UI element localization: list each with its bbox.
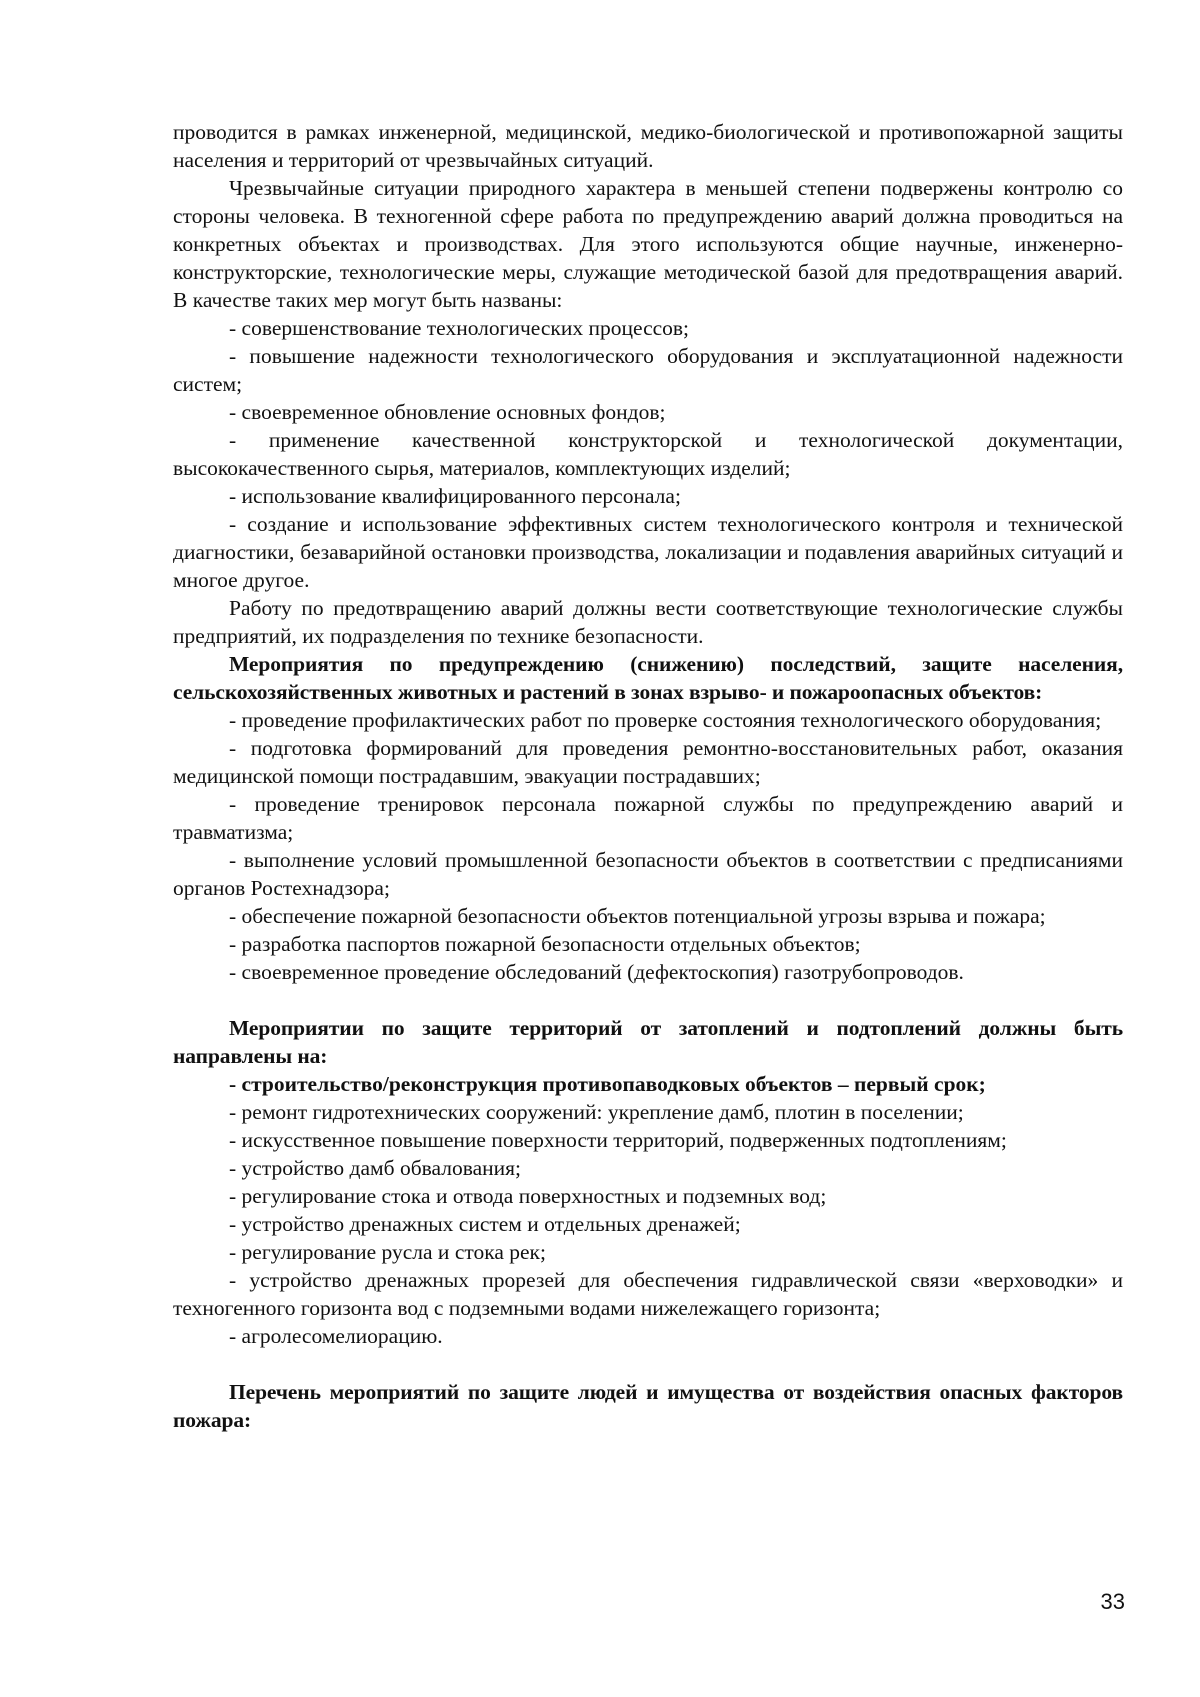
list-item: - проведение профилактических работ по проверке состояния технологического оборудования; [229,708,1102,732]
list-item: - своевременное проведение обследований (дефектоскопия) газотрубопроводов. [229,960,964,984]
list-item: - использование квалифицированного персонала; [229,484,681,508]
list-item: - разработка паспортов пожарной безопасности отдельных объектов; [229,932,861,956]
list-item: - искусственное повышение поверхности территорий, подверженных подтоплениям; [229,1128,1007,1152]
list-item: - совершенствование технологических процессов; [229,316,690,340]
list-item: - регулирование стока и отвода поверхностных и подземных вод; [229,1184,827,1208]
list-item: - ремонт гидротехнических сооружений: укрепление дамб, плотин в поселении; [229,1100,964,1124]
page-number: 33 [1100,1589,1125,1614]
list-item: - устройство дренажных систем и отдельных дренажей; [229,1212,741,1236]
page-body [173,118,1123,1434]
list-item: - подготовка формирований для проведения ремонтно-восстановительных работ, оказания медицинской помощи пострадавшим, эвакуации пострадавших; [173,736,1123,788]
list-item: - повышение надежности технологического оборудования и эксплуатационной надежности систем; [173,344,1123,396]
list-item: - обеспечение пожарной безопасности объектов потенциальной угрозы взрыва и пожара; [229,904,1046,928]
paragraph-gap [173,986,1123,1014]
list-item: - создание и использование эффективных систем технологического контроля и технической диагностики, безаварийной остановки производства, локализации и подавления аварийных ситуаций и многое другое. [173,512,1123,592]
section-heading-explosion-fire: Мероприятия по предупреждению (снижению) последствий, защите населения, сельскохозяйственных животных и растений в зонах взрыво- и пожароопасных объектов: [173,652,1123,704]
paragraph-gap [173,1350,1123,1378]
list-item-bold: - строительство/реконструкция противопаводковых объектов – первый срок; [229,1072,986,1096]
paragraph-accident-prevention: Работу по предотвращению аварий должны вести соответствующие технологические службы предприятий, их подразделения по технике безопасности. [173,596,1123,648]
paragraph-continuation: проводится в рамках инженерной, медицинской, медико-биологической и противопожарной защиты населения и территорий от чрезвычайных ситуаций. [173,120,1123,172]
section-heading-flood-protection: Мероприятии по защите территорий от затоплений и подтоплений должны быть направлены на: [173,1016,1123,1068]
list-item: - устройство дренажных прорезей для обеспечения гидравлической связи «верховодки» и техногенного горизонта вод с подземными водами нижележащего горизонта; [173,1268,1123,1320]
paragraph-natural-emergencies: Чрезвычайные ситуации природного характера в меньшей степени подвержены контролю со стороны человека. В техногенной сфере работа по предупреждению аварий должна проводиться на конкретных объектах и производствах. Для этого используются общие научные, инженерно-конструкторские, технологические меры, служащие методической базой для предотвращения аварий. В качестве таких мер могут быть названы: [173,176,1123,312]
list-item: - своевременное обновление основных фондов; [229,400,666,424]
list-item: - устройство дамб обвалования; [229,1156,522,1180]
list-item: - агролесомелиорацию. [229,1324,443,1348]
list-item: - проведение тренировок персонала пожарной службы по предупреждению аварий и травматизма; [173,792,1123,844]
list-item: - выполнение условий промышленной безопасности объектов в соответствии с предписаниями органов Ростехнадзора; [173,848,1123,900]
list-item: - применение качественной конструкторской и технологической документации, высококачественного сырья, материалов, комплектующих изделий; [173,428,1123,480]
section-heading-fire-protection: Перечень мероприятий по защите людей и имущества от воздействия опасных факторов пожара: [173,1380,1123,1432]
list-item: - регулирование русла и стока рек; [229,1240,546,1264]
